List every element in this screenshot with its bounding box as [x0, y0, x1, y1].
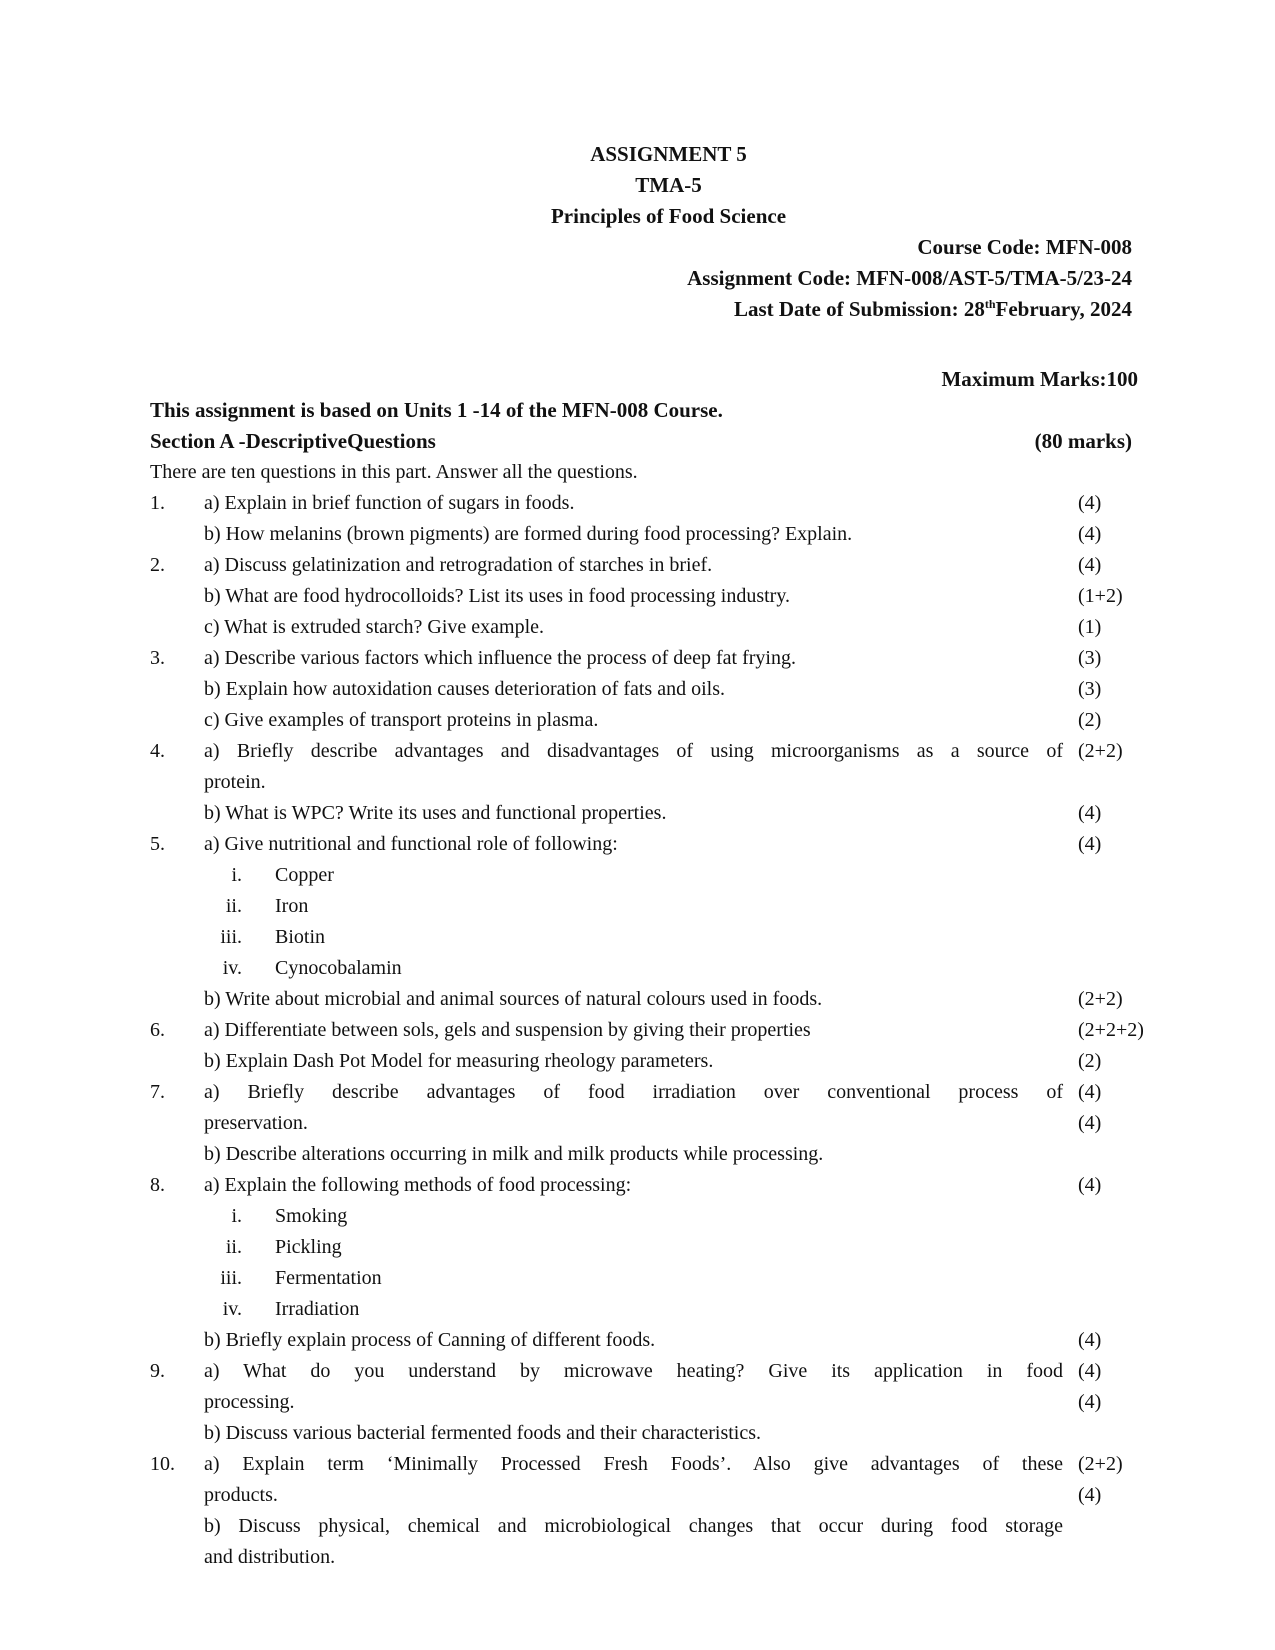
roman-numeral: ii. — [225, 895, 242, 917]
assignment-code: Assignment Code: MFN-008/AST-5/TMA-5/23-24 — [687, 266, 1132, 290]
question-part: a) Briefly describe advantages and disadvantages of using microorganisms as a source of — [204, 740, 1063, 762]
marks-label: (4) — [1078, 1081, 1102, 1103]
question-part-continuation: products. — [204, 1484, 278, 1506]
question-part-continuation: protein. — [204, 771, 266, 793]
marks-label: (4) — [1078, 802, 1102, 824]
question-part: b) What are food hydrocolloids? List its uses in food processing industry. — [204, 585, 791, 607]
question-part: a) Explain in brief function of sugars in foods. — [204, 492, 575, 514]
course-code: Course Code: MFN-008 — [917, 235, 1132, 259]
question-part: c) Give examples of transport proteins in plasma. — [204, 709, 599, 731]
section-marks: (80 marks) — [1034, 429, 1132, 453]
question-part-continuation: preservation. — [204, 1112, 308, 1134]
roman-numeral: iii. — [220, 1267, 242, 1289]
marks-label: (3) — [1078, 678, 1102, 700]
question-part: a) Differentiate between sols, gels and suspension by giving their properties — [204, 1019, 811, 1041]
question-part: b) Discuss physical, chemical and microbiological changes that occur during food storage — [204, 1515, 1063, 1537]
list-item: Smoking — [275, 1205, 348, 1227]
list-item: Copper — [275, 864, 334, 886]
marks-label: (4) — [1078, 1174, 1102, 1196]
question-part: b) Explain Dash Pot Model for measuring rheology parameters. — [204, 1050, 714, 1072]
question-number: 3. — [150, 647, 165, 669]
list-item: Irradiation — [275, 1298, 360, 1320]
roman-numeral: i. — [231, 1205, 242, 1227]
last-date-prefix: Last Date of Submission: 28 — [733, 297, 985, 321]
roman-numeral: iii. — [220, 926, 242, 948]
instruction: There are ten questions in this part. Answer all the questions. — [150, 461, 638, 483]
question-part: a) Briefly describe advantages of food irradiation over conventional process of — [204, 1081, 1063, 1103]
question-part: b) What is WPC? Write its uses and functional properties. — [204, 802, 667, 824]
question-number: 10. — [150, 1453, 175, 1475]
max-marks: Maximum Marks:100 — [941, 367, 1138, 391]
question-number: 2. — [150, 554, 165, 576]
marks-label: (4) — [1078, 833, 1102, 855]
question-part: b) How melanins (brown pigments) are formed during food processing? Explain. — [204, 523, 853, 545]
question-number: 7. — [150, 1081, 165, 1103]
section-title: Section A -DescriptiveQuestions — [150, 429, 436, 453]
list-item: Cynocobalamin — [275, 957, 402, 979]
question-part-continuation: processing. — [204, 1391, 295, 1413]
question-number: 1. — [150, 492, 165, 514]
marks-label: (4) — [1078, 1484, 1102, 1506]
marks-label: (4) — [1078, 1112, 1102, 1134]
question-part: a) Explain the following methods of food processing: — [204, 1174, 632, 1196]
question-part-continuation: and distribution. — [204, 1546, 336, 1568]
marks-label: (4) — [1078, 1391, 1102, 1413]
marks-label: (4) — [1078, 492, 1102, 514]
question-part: b) Describe alterations occurring in milk and milk products while processing. — [204, 1143, 824, 1165]
marks-label: (4) — [1078, 1360, 1102, 1382]
marks-label: (4) — [1078, 1329, 1102, 1351]
marks-label: (1) — [1078, 616, 1102, 638]
list-item: Iron — [275, 895, 309, 917]
question-number: 5. — [150, 833, 165, 855]
last-date — [734, 297, 1132, 322]
list-item: Pickling — [275, 1236, 342, 1258]
marks-label: (2+2) — [1078, 1453, 1123, 1475]
marks-label: (2) — [1078, 1050, 1102, 1072]
roman-numeral: ii. — [225, 1236, 242, 1258]
question-part: a) Discuss gelatinization and retrogradation of starches in brief. — [204, 554, 713, 576]
list-item: Biotin — [275, 926, 326, 948]
question-part: a) Describe various factors which influence the process of deep fat frying. — [204, 647, 796, 669]
units-note: This assignment is based on Units 1 -14 of the MFN-008 Course. — [150, 398, 723, 422]
question-number: 8. — [150, 1174, 165, 1196]
question-number: 9. — [150, 1360, 165, 1382]
marks-label: (3) — [1078, 647, 1102, 669]
list-item: Fermentation — [275, 1267, 382, 1289]
last-date-suffix: February, 2024 — [995, 297, 1132, 321]
tma-label: TMA-5 — [635, 173, 702, 197]
marks-label: (2+2+2) — [1078, 1019, 1144, 1041]
question-part: b) Briefly explain process of Canning of different foods. — [204, 1329, 656, 1351]
question-part: a) Give nutritional and functional role of following: — [204, 833, 618, 855]
question-part: a) What do you understand by microwave heating? Give its application in food — [204, 1360, 1063, 1382]
question-part: b) Discuss various bacterial fermented foods and their characteristics. — [204, 1422, 762, 1444]
question-number: 6. — [150, 1019, 165, 1041]
question-part: b) Write about microbial and animal sources of natural colours used in foods. — [204, 988, 823, 1010]
question-part: b) Explain how autoxidation causes deterioration of fats and oils. — [204, 678, 725, 700]
question-number: 4. — [150, 740, 165, 762]
marks-label: (2+2) — [1078, 740, 1123, 762]
roman-numeral: iv. — [222, 1298, 242, 1320]
last-date-sup: th — [984, 297, 996, 311]
marks-label: (4) — [1078, 523, 1102, 545]
marks-label: (1+2) — [1078, 585, 1123, 607]
assignment-title: ASSIGNMENT 5 — [590, 142, 747, 166]
marks-label: (4) — [1078, 554, 1102, 576]
question-part: a) Explain term ‘Minimally Processed Fresh Foods’. Also give advantages of these — [204, 1453, 1063, 1475]
marks-label: (2) — [1078, 709, 1102, 731]
question-part: c) What is extruded starch? Give example. — [204, 616, 545, 638]
course-name: Principles of Food Science — [550, 204, 787, 228]
roman-numeral: i. — [231, 864, 242, 886]
roman-numeral: iv. — [222, 957, 242, 979]
marks-label: (2+2) — [1078, 988, 1123, 1010]
